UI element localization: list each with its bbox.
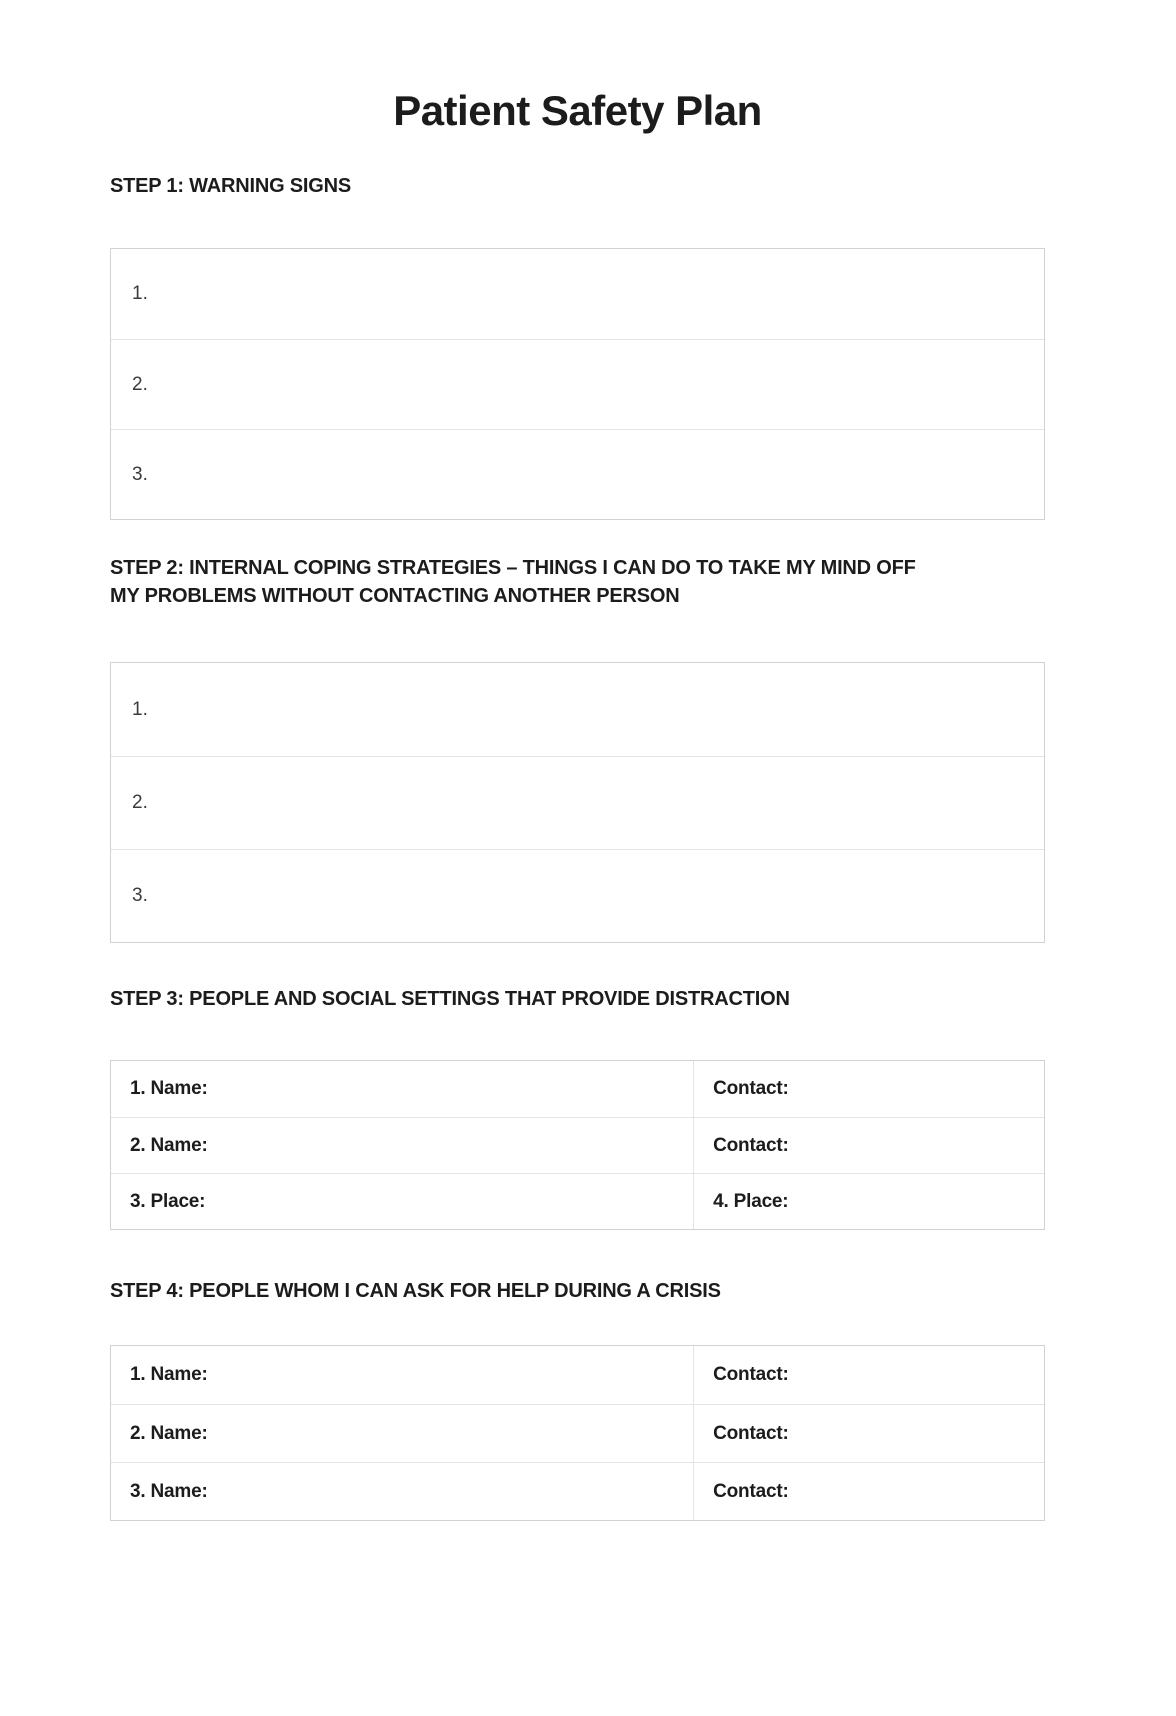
contact-label: Contact: bbox=[713, 1422, 789, 1444]
row-number-label: 2. bbox=[132, 792, 148, 813]
table-row bbox=[111, 1404, 1044, 1462]
name-field-2[interactable] bbox=[111, 1118, 694, 1173]
table-row bbox=[111, 1173, 1044, 1229]
name-field-1[interactable] bbox=[111, 1346, 694, 1404]
contact-label: Contact: bbox=[713, 1078, 789, 1099]
name-field-2[interactable] bbox=[111, 1405, 694, 1462]
document-page bbox=[0, 86, 1176, 1521]
step1-heading bbox=[110, 172, 1045, 200]
coping-strategy-field-1[interactable] bbox=[111, 663, 1044, 756]
step4-heading bbox=[110, 1277, 1045, 1305]
row-number-label: 3. bbox=[132, 885, 148, 906]
step1-heading-line: STEP 1: WARNING SIGNS bbox=[110, 175, 352, 197]
table-row bbox=[111, 1462, 1044, 1520]
place-field-3[interactable] bbox=[111, 1174, 694, 1229]
contact-label: Contact: bbox=[713, 1134, 789, 1156]
contact-field-2[interactable] bbox=[694, 1405, 1044, 1462]
warning-sign-field-1[interactable] bbox=[111, 249, 1044, 339]
contact-field-1[interactable] bbox=[694, 1061, 1044, 1117]
row-number-label: 2. bbox=[132, 373, 148, 395]
table-row bbox=[111, 1346, 1044, 1404]
contact-field-1[interactable] bbox=[694, 1346, 1044, 1404]
name-label: 2. Name: bbox=[130, 1422, 208, 1444]
step1-warning-signs-table bbox=[110, 248, 1045, 520]
contact-label: Contact: bbox=[713, 1364, 789, 1385]
coping-strategy-field-2[interactable] bbox=[111, 756, 1044, 849]
row-number-label: 1. bbox=[132, 283, 148, 304]
step2-heading-line-1: STEP 2: INTERNAL COPING STRATEGIES – THINGS I CAN DO TO TAKE MY MIND OFF bbox=[110, 557, 916, 579]
contact-field-3[interactable] bbox=[694, 1463, 1044, 1520]
place-label: 4. Place: bbox=[713, 1190, 789, 1212]
warning-sign-field-3[interactable] bbox=[111, 429, 1044, 519]
step4-crisis-help-table bbox=[110, 1345, 1045, 1521]
step3-heading-line: STEP 3: PEOPLE AND SOCIAL SETTINGS THAT PROVIDE DISTRACTION bbox=[110, 988, 790, 1010]
name-label: 1. Name: bbox=[130, 1078, 208, 1099]
table-row bbox=[111, 1117, 1044, 1173]
step3-heading bbox=[110, 985, 1045, 1013]
step4-heading-line: STEP 4: PEOPLE WHOM I CAN ASK FOR HELP DURING A CRISIS bbox=[110, 1280, 721, 1302]
step2-coping-strategies-table bbox=[110, 662, 1045, 943]
contact-label: Contact: bbox=[713, 1480, 789, 1502]
name-label: 1. Name: bbox=[130, 1364, 208, 1385]
step3-distraction-table bbox=[110, 1060, 1045, 1230]
table-row bbox=[111, 1061, 1044, 1117]
name-field-1[interactable] bbox=[111, 1061, 694, 1117]
coping-strategy-field-3[interactable] bbox=[111, 849, 1044, 942]
place-field-4[interactable] bbox=[694, 1174, 1044, 1229]
page-title: Patient Safety Plan bbox=[393, 87, 762, 134]
place-label: 3. Place: bbox=[130, 1190, 206, 1212]
name-field-3[interactable] bbox=[111, 1463, 694, 1520]
warning-sign-field-2[interactable] bbox=[111, 339, 1044, 429]
name-label: 3. Name: bbox=[130, 1480, 208, 1502]
step2-heading bbox=[110, 554, 1045, 610]
step2-heading-line-2: MY PROBLEMS WITHOUT CONTACTING ANOTHER PERSON bbox=[110, 585, 680, 607]
row-number-label: 1. bbox=[132, 698, 148, 720]
row-number-label: 3. bbox=[132, 463, 148, 485]
contact-field-2[interactable] bbox=[694, 1118, 1044, 1173]
name-label: 2. Name: bbox=[130, 1134, 208, 1156]
